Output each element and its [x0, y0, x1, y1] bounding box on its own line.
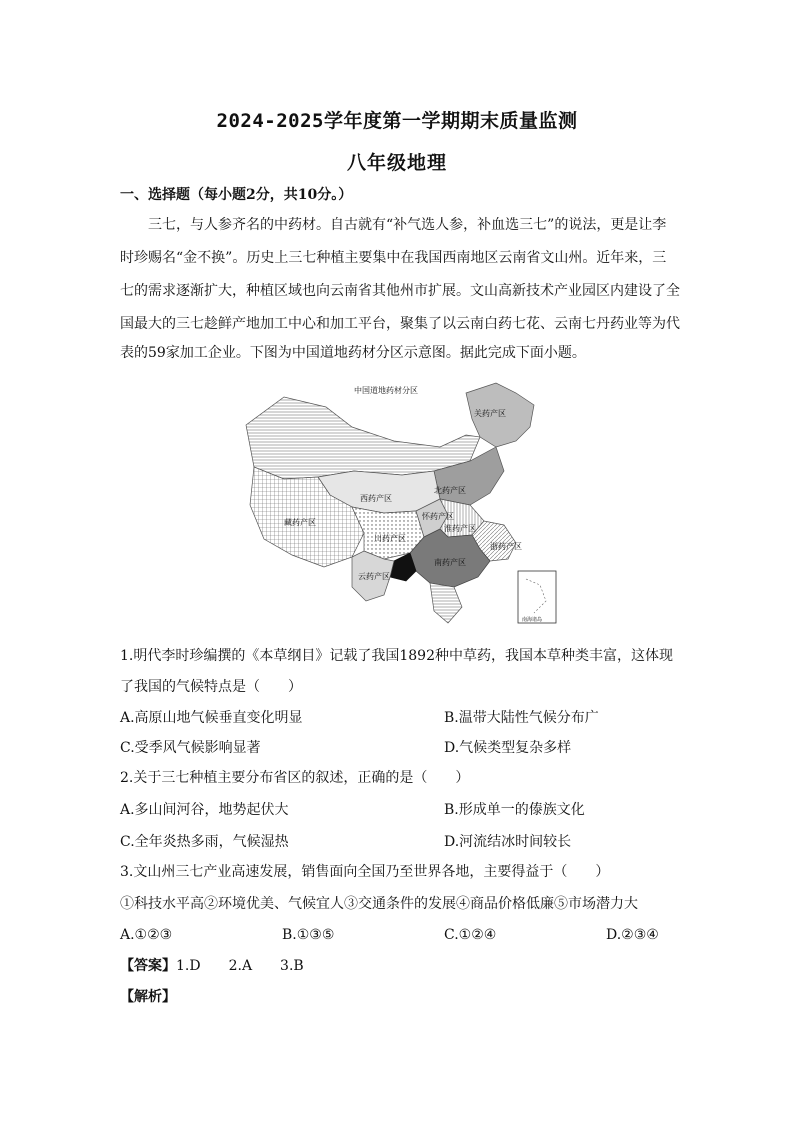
- answer-row: [120, 956, 304, 976]
- map-label-nan: 南药产区: [434, 558, 466, 567]
- map-title: 中国道地药材分区: [354, 386, 418, 395]
- map-label-zang: 藏药产区: [284, 518, 316, 527]
- q2-option-b: B.形成单一的傣族文化: [444, 802, 585, 818]
- map-label-xi: 西药产区: [360, 494, 392, 503]
- passage-line-2: 时珍赐名“金不换”。历史上三七种植主要集中在我国西南地区云南省文山州。近年来，三: [120, 250, 667, 266]
- map-label-yun: 云药产区: [358, 572, 390, 581]
- answer-label: 【答案】: [120, 958, 176, 974]
- exam-title: 2024-2025学年度第一学期期末质量监测: [216, 110, 578, 132]
- region-hainan: [430, 583, 462, 623]
- passage-line-1: 三七，与人参齐名的中药材。自古就有“补气选人参，补血选三七”的说法，更是让李: [148, 217, 667, 233]
- map-label-zhe: 浙药产区: [490, 542, 522, 551]
- q1-option-a: A.高原山地气候垂直变化明显: [120, 710, 303, 726]
- question-2-stem: 2.关于三七种植主要分布省区的叙述，正确的是（ ）: [120, 770, 470, 786]
- q3-option-c: C.①②④: [444, 927, 497, 943]
- passage-line-5: 表的59家加工企业。下图为中国道地药材分区示意图。据此完成下面小题。: [120, 345, 586, 361]
- herb-region-map: [234, 375, 564, 630]
- q2-option-d: D.河流结冰时间较长: [444, 834, 572, 850]
- exam-subtitle: 八年级地理: [346, 152, 447, 174]
- map-label-nanhai: 南海诸岛: [522, 617, 543, 623]
- q2-option-a: A.多山间河谷，地势起伏大: [120, 802, 289, 818]
- answer-text: 1.D 2.A 3.B: [176, 958, 304, 974]
- map-label-huaiyao: 淮药产区: [444, 524, 476, 533]
- south-sea-inset: [518, 571, 556, 623]
- question-1-stem-cont: 了我国的气候特点是（ ）: [120, 679, 302, 695]
- q3-option-b: B.①③⑤: [282, 927, 335, 943]
- q3-option-a: A.①②③: [120, 927, 173, 943]
- q3-option-d: D.②③④: [606, 927, 659, 943]
- passage-line-4: 国最大的三七趁鲜产地加工中心和加工平台，聚集了以云南白药七花、云南七丹药业等为代: [120, 316, 680, 332]
- analysis-label: 【解析】: [120, 989, 176, 1005]
- question-3-stem: 3.文山州三七产业高速发展，销售面向全国乃至世界各地，主要得益于（ ）: [120, 864, 610, 880]
- q1-option-c: C.受季风气候影响显著: [120, 740, 261, 756]
- q2-option-c: C.全年炎热多雨，气候湿热: [120, 834, 289, 850]
- map-label-huai: 怀药产区: [422, 512, 454, 521]
- question-1-stem: 1.明代李时珍编撰的《本草纲目》记载了我国1892种中草药，我国本草种类丰富，这体现: [120, 648, 673, 664]
- map-label-guan: 关药产区: [474, 409, 506, 418]
- passage-line-3: 七的需求逐渐扩大，种植区域也向云南省其他州市扩展。文山高新技术产业园区内建设了全: [120, 283, 680, 299]
- section-heading: 一、选择题（每小题2分，共10分。）: [120, 187, 353, 203]
- q1-option-d: D.气候类型复杂多样: [444, 740, 572, 756]
- question-3-choices: ①科技水平高②环境优美、气候宜人③交通条件的发展④商品价格低廉⑤市场潜力大: [120, 896, 638, 912]
- region-xinjiang: [246, 397, 480, 479]
- map-label-bei: 北药产区: [434, 486, 466, 495]
- q1-option-b: B.温带大陆性气候分布广: [444, 710, 599, 726]
- map-label-chuan: 川药产区: [374, 534, 406, 543]
